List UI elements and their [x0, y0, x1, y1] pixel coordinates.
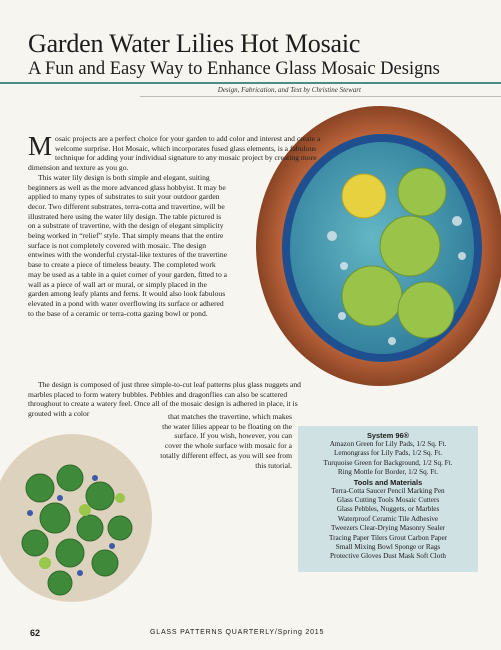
glass-item-3: Turquoise Green for Background, 1/2 Sq. Ft. — [323, 458, 453, 467]
title-rule — [0, 82, 501, 84]
tools-line-5: Tweezers Clear-Drying Masonry Sealer — [330, 524, 446, 533]
article-title: Garden Water Lilies Hot Mosaic — [28, 29, 361, 58]
article-paragraph-3b: that matches the travertine, which makes the water lilies appear to be floating on the surface. If you wish, however, you can cover the whole surface with mosaic for a totally different effect, as you will see from this tutorial. — [160, 412, 292, 470]
tools-line-6: Tracing Paper Tilers Grout Carbon Paper — [328, 533, 448, 542]
tools-line-7: Small Mixing Bowl Sponge or Rags — [335, 543, 441, 552]
article-paragraph-1: osaic projects are a perfect choice for your garden to add color and interest and create a welcome surprise. Hot Mosaic, which incorporates fused glass elements, is a fabulous technique for adding your individual signature to any mosaic project by creating more dimension and texture as you go. — [28, 134, 321, 173]
glass-item-2: Lemongrass for Lily Pads, 1/2 Sq. Ft. — [333, 449, 442, 458]
article-body — [28, 131, 328, 318]
byline: Design, Fabrication, and Text by Christine Stewart — [217, 86, 361, 94]
materials-sidebar — [298, 426, 478, 572]
tools-line-3: Glass Pebbles, Nuggets, or Marbles — [336, 505, 440, 514]
publication-footer: GLASS PATTERNS QUARTERLY/Spring 2015 — [150, 629, 325, 636]
article-paragraph-2: This water lily design is both simple and elegant, suiting beginners as well as the more advanced glass hobbyist. It may be applied to many types of substrates to suit your outdoor garden decor. Two different substrates, terra-cotta and travertine, will be illustrated here using the water lily design. The table pictured is on a substrate of travertine, with the design of elegant simplicity being worked in “relief” style. That simply means that the entire surface is not completely covered with mosaic. The design entwines with the wonderful crystal-like textures of the travertine base to create a piece of timeless beauty. The completed work may be used as a table in a quiet corner of your garden, fitted to a wall as a piece of wall art or mural, or simply placed in the garden among leafy plants and ferns. It would also look fabulous elevated in a pond with water overflowing its surface or adhered to the base of a ceramic or terra-cotta gazing bowl or pond. — [28, 172, 228, 318]
tools-line-2: Glass Cutting Tools Mosaic Cutters — [336, 496, 440, 505]
article-subtitle: A Fun and Easy Way to Enhance Glass Mosaic Designs — [28, 59, 440, 79]
tools-line-1: Terra-Cotta Saucer Pencil Marking Pen — [331, 486, 445, 495]
tools-heading: Tools and Materials — [353, 477, 423, 487]
tools-line-4: Waterproof Ceramic Tile Adhesive — [337, 514, 439, 523]
article-paragraph-3: The design is composed of just three simple-to-cut leaf patterns plus glass nuggets and marbles placed to form watery bubbles. Pebbles and dragonflies can also be scattered throughout to create a watery feel. Once all of the mosaic design is adhered in place, it is grouted with a color — [28, 380, 301, 419]
travertine-mosaic-photo — [0, 418, 160, 618]
glass-item-1: Amazon Green for Lily Pads, 1/2 Sq. Ft. — [329, 440, 447, 448]
tools-line-8: Protective Gloves Dust Mask Soft Cloth — [330, 552, 446, 561]
drop-cap: M — [28, 131, 53, 161]
page-number: 62 — [30, 628, 41, 638]
materials-heading: System 96® — [366, 431, 409, 440]
glass-item-4: Ring Mottle for Border, 1/2 Sq. Ft. — [337, 468, 439, 477]
